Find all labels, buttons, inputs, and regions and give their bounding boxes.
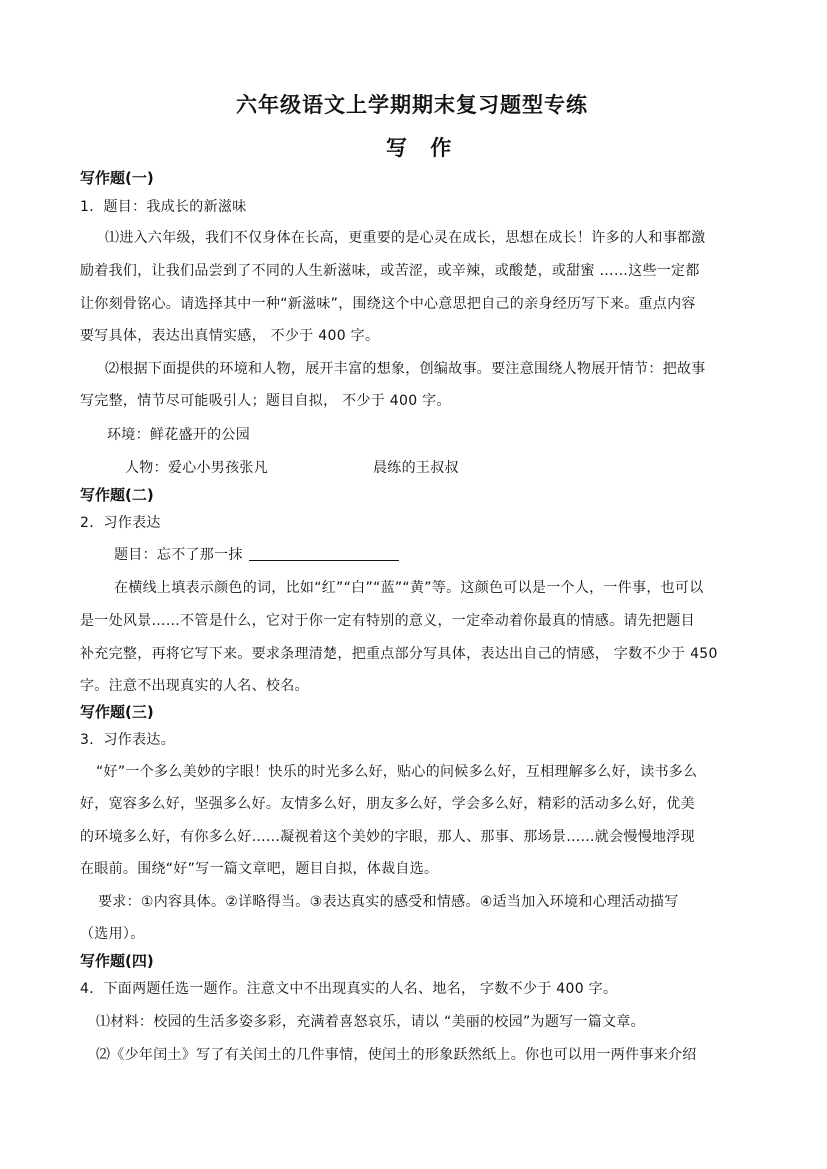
- requirements-line: 要求：①内容具体。②详略得当。③表达真实的感受和情感。④适当加入环境和心理活动描写: [98, 894, 679, 910]
- environment-line: 环境：鲜花盛开的公园: [107, 427, 250, 443]
- requirements-line: （选用）。: [80, 926, 145, 942]
- page-subtitle: 写 作: [386, 136, 460, 160]
- section-heading-3: 写作题(三): [80, 703, 154, 721]
- page-title: 六年级语文上学期期末复习题型专练: [236, 93, 588, 117]
- people-line: 人物：爱心小男孩张凡: [125, 460, 268, 476]
- option-line: ⑵《少年闰土》写了有关闰土的几件事情，使闰土的形象跃然纸上。你也可以用一两件事来介绍: [96, 1047, 697, 1063]
- section-heading-1: 写作题(一): [80, 169, 154, 187]
- section-heading-2: 写作题(二): [80, 486, 154, 504]
- paragraph-line: 在眼前。围绕“好”写一篇文章吧，题目自拟，体裁自选。: [80, 861, 439, 877]
- topic-label: 题目：忘不了那一抹: [114, 547, 243, 563]
- topic-line: [114, 544, 399, 564]
- paragraph-line: 字。注意不出现真实的人名、校名。: [80, 678, 309, 694]
- question-2: 2．习作表达: [80, 515, 161, 531]
- paragraph-line: 的环境多么好，有你多么好……凝视着这个美妙的字眼，那人、那事、那场景……就会慢慢地浮现: [80, 829, 695, 845]
- paragraph-line: 好，宽容多么好，坚强多么好。友情多么好，朋友多么好，学会多么好，精彩的活动多么好，优美: [80, 796, 695, 812]
- paragraph-line: ⑵根据下面提供的环境和人物，展开丰富的想象，创编故事。要注意围绕人物展开情节：把故事: [105, 361, 706, 377]
- question-3: 3．习作表达。: [80, 732, 176, 748]
- paragraph-line: “好”一个多么美妙的字眼！快乐的时光多么好，贴心的问候多么好，互相理解多么好，读书多么: [96, 764, 698, 780]
- paragraph-line: 在横线上填表示颜色的词，比如“红”“白”“蓝”“黄”等。这颜色可以是一个人，一件事，也可以: [114, 580, 704, 596]
- question-1: 1．题目：我成长的新滋味: [80, 199, 247, 215]
- question-4: 4．下面两题任选一题作。注意文中不出现真实的人名、地名， 字数不少于 400 字。: [80, 981, 618, 997]
- fill-in-blank: [249, 546, 399, 561]
- paragraph-line: 要写具体，表达出真情实感， 不少于 400 字。: [80, 328, 380, 344]
- paragraph-line: 补充完整，再将它写下来。要求条理清楚，把重点部分写具体，表达出自己的情感， 字数不少于 450: [80, 646, 718, 662]
- paragraph-line: ⑴进入六年级，我们不仅身体在长高，更重要的是心灵在成长，思想在成长！许多的人和事都激: [105, 230, 706, 246]
- option-line: ⑴材料：校园的生活多姿多彩，充满着喜怒哀乐，请以 “美丽的校园”为题写一篇文章。: [96, 1014, 645, 1030]
- paragraph-line: 写完整，情节尽可能吸引人；题目自拟， 不少于 400 字。: [80, 393, 451, 409]
- paragraph-line: 是一处风景……不管是什么，它对于你一定有特别的意义，一定牵动着你最真的情感。请先把题目: [80, 613, 695, 629]
- paragraph-line: 让你刻骨铭心。请选择其中一种“新滋味”，围绕这个中心意思把自己的亲身经历写下来。重点内容: [80, 296, 696, 312]
- section-heading-4: 写作题(四): [80, 952, 154, 970]
- paragraph-line: 励着我们，让我们品尝到了不同的人生新滋味，或苦涩，或辛辣，或酸楚，或甜蜜 ……这些一定都: [80, 263, 700, 279]
- people-line: 晨练的王叔叔: [373, 460, 459, 476]
